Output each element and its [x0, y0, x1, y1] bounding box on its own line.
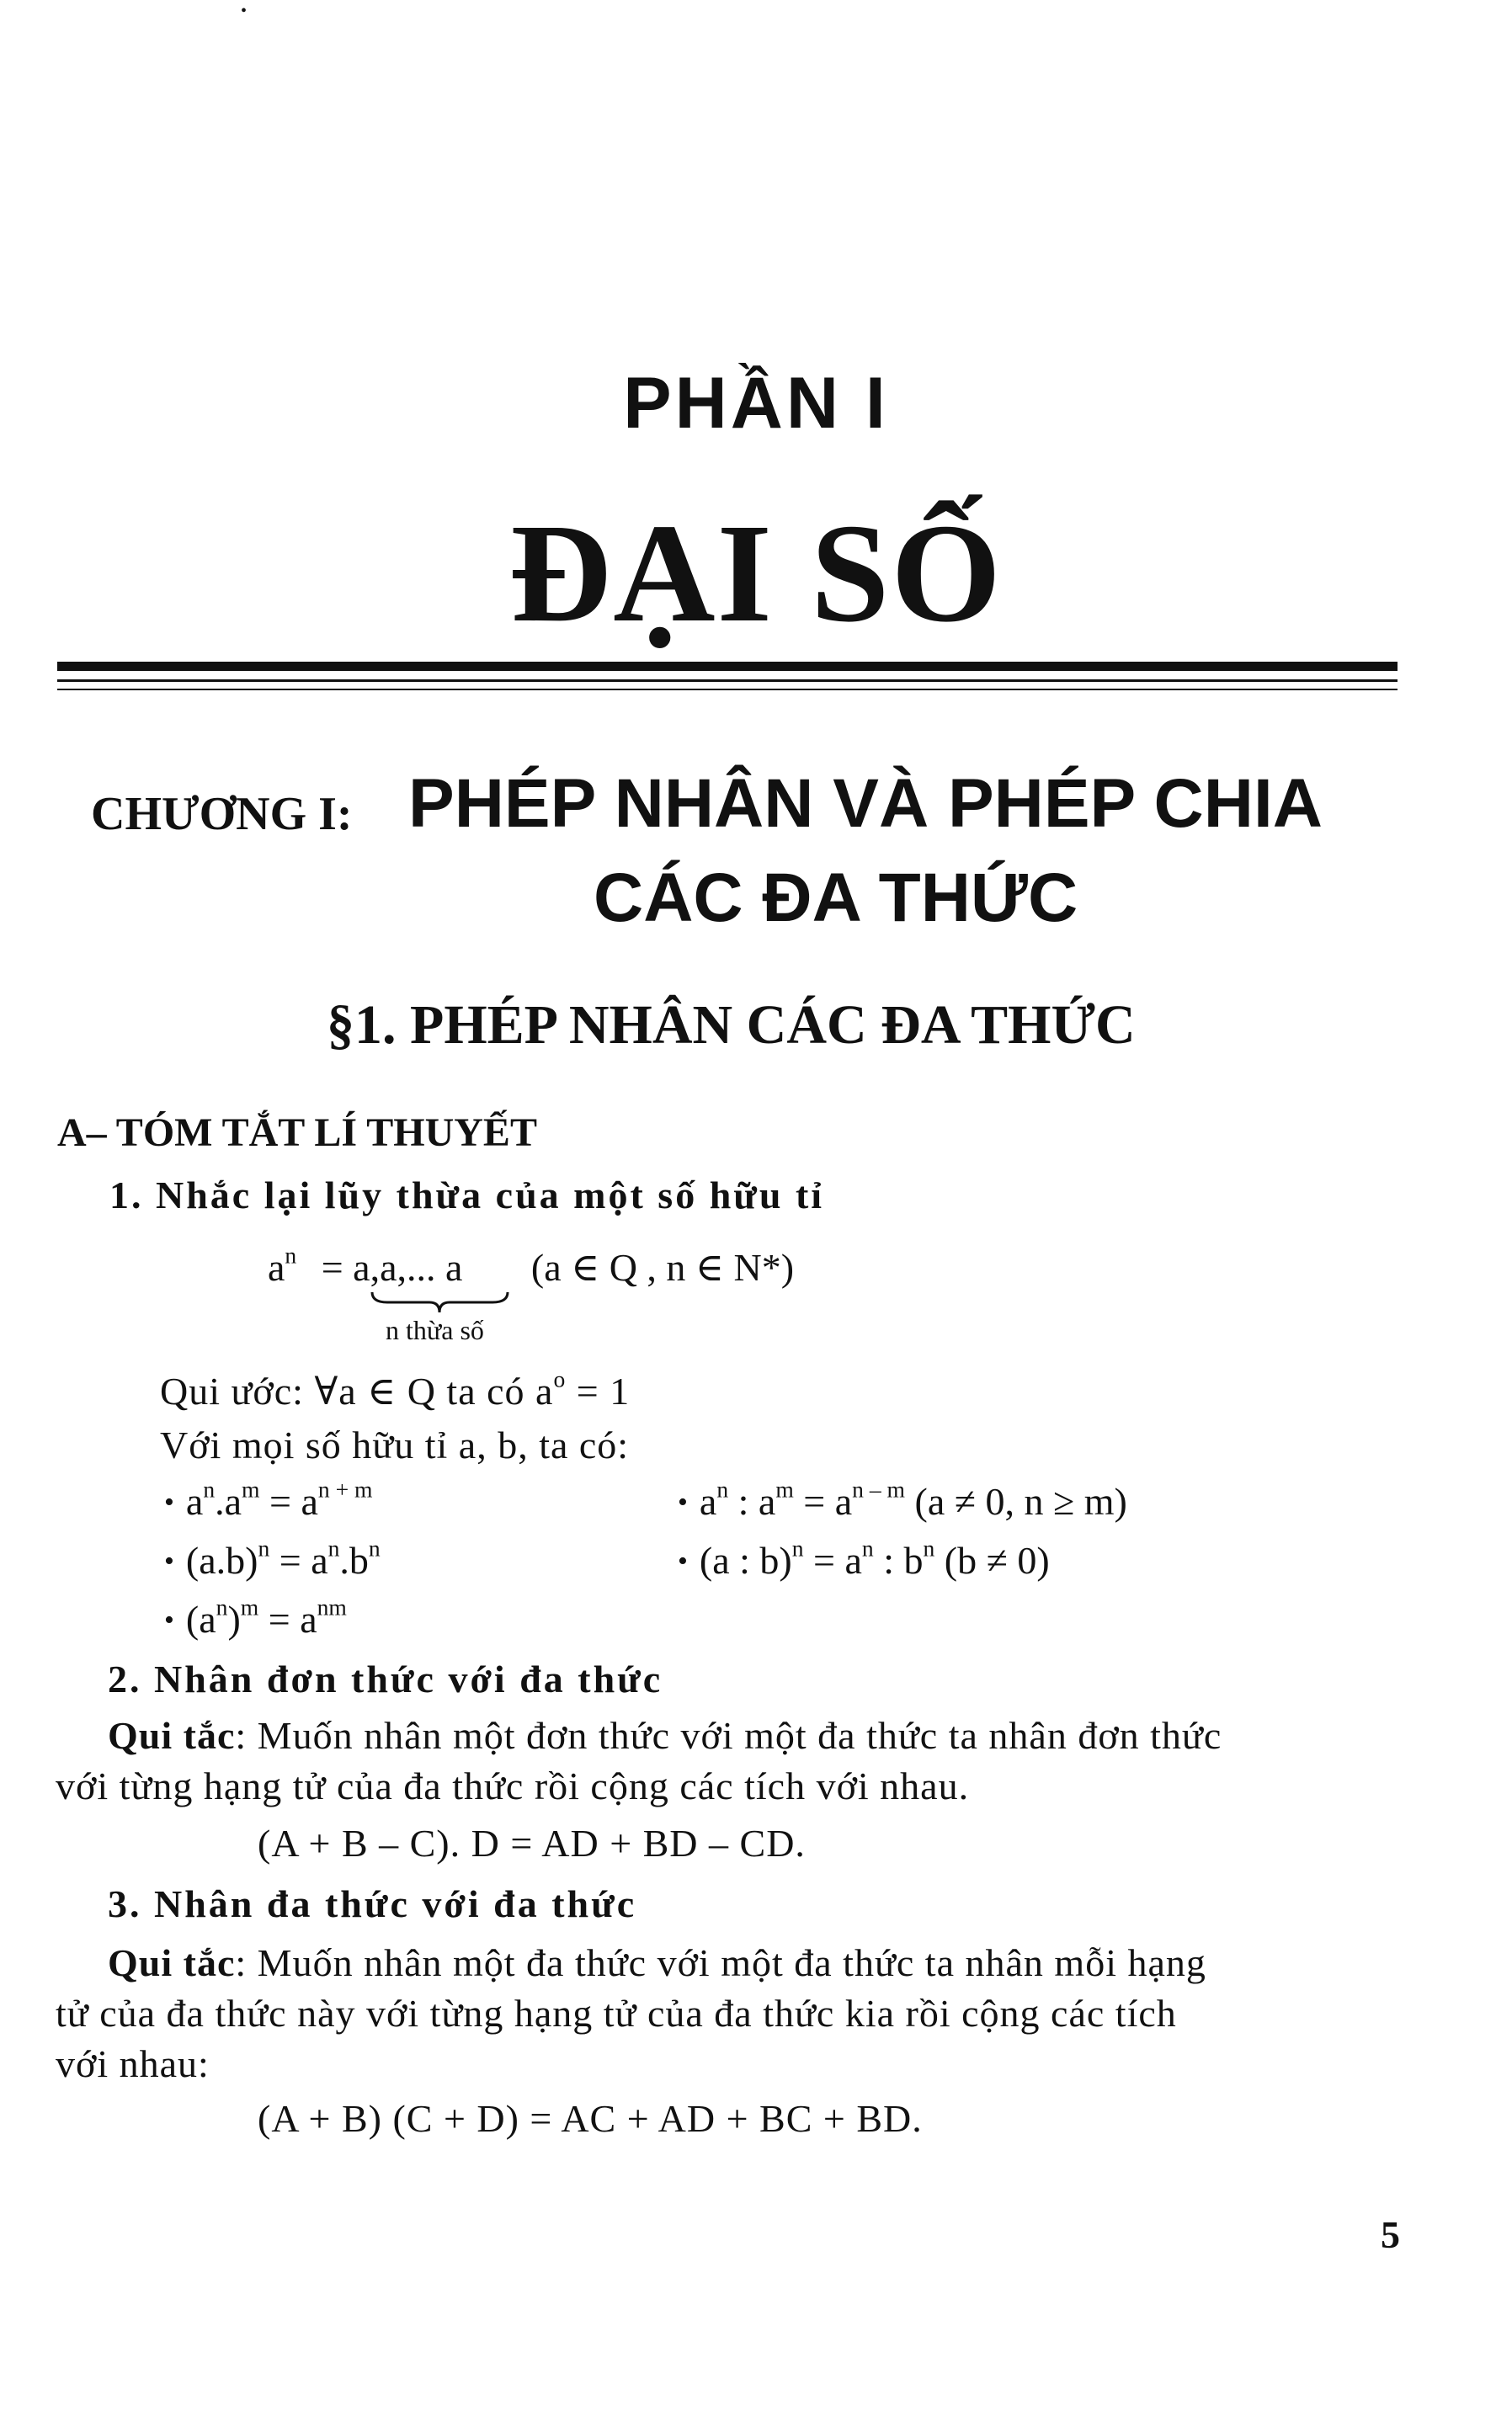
- item2-title: 2. Nhân đơn thức với đa thức: [108, 1658, 663, 1700]
- page-number: 5: [1381, 2213, 1400, 2256]
- divider-thick: [57, 662, 1398, 671]
- theory-heading: A– TÓM TẮT LÍ THUYẾT: [57, 1110, 537, 1155]
- property-power-of-product: • $(a.b)^n = a^n.b^n$: [164, 1535, 381, 1582]
- item2-rule-text: : Muốn nhân một đơn thức với một đa thức ta nhân đơn thức: [235, 1714, 1222, 1757]
- item3-rule-line3: với nhau:: [56, 2042, 210, 2085]
- for-all-rationals: Với mọi số hữu tỉ a, b, ta có:: [160, 1424, 630, 1466]
- def-lhs-base: a: [268, 1246, 285, 1289]
- power-definition: [268, 1244, 794, 1290]
- part-heading: PHẦN I: [623, 363, 889, 444]
- item3-rule-line2: tử của đa thức này với từng hạng tử của đa thức kia rồi cộng các tích: [56, 1992, 1177, 2035]
- convention-value: = 1: [566, 1370, 631, 1413]
- convention: [160, 1365, 631, 1413]
- item3-rule-text: : Muốn nhân một đa thức với một đa thức ta nhân mỗi hạng: [235, 1941, 1206, 1984]
- bullet-icon: •: [678, 1546, 688, 1577]
- def-rhs: = a,a,... a: [321, 1246, 463, 1289]
- bullet-icon: •: [164, 1546, 174, 1577]
- def-lhs-exp: n: [285, 1242, 297, 1269]
- convention-body: ∀a ∈ Q ta có a: [314, 1370, 554, 1413]
- bullet-icon: •: [164, 1487, 174, 1518]
- item2-rule-line2: với từng hạng tử của đa thức rồi cộng các tích với nhau.: [56, 1764, 970, 1807]
- brace-label: n thừa số: [386, 1315, 484, 1345]
- convention-exp: o: [553, 1365, 567, 1392]
- chapter-title-line2: CÁC ĐA THỨC: [594, 860, 1078, 936]
- property-power-of-quotient: • (a : $b)^n = a^n$ : $b^n$ (b ≠ 0): [678, 1535, 1050, 1582]
- item3-rule-line1: [108, 1940, 1206, 1985]
- scan-dot: •: [241, 2, 248, 20]
- convention-label: Qui ước:: [160, 1370, 304, 1413]
- divider-thin: [57, 679, 1398, 682]
- divider-thin-2: [57, 689, 1398, 690]
- property-power-of-power: • $(a^n)^m = a^{nm}$: [164, 1594, 347, 1641]
- chapter-title-line1: PHÉP NHÂN VÀ PHÉP CHIA: [408, 765, 1323, 842]
- property-product: • $a^n.a^m = a^{n + m}$: [164, 1476, 373, 1523]
- item1-title: 1. Nhắc lại lũy thừa của một số hữu tỉ: [109, 1174, 825, 1216]
- chapter-label: CHƯƠNG I:: [91, 788, 353, 840]
- item2-formula: (A + B – C). D = AD + BD – CD.: [258, 1822, 806, 1865]
- item2-rule-label: Qui tắc: [108, 1714, 236, 1757]
- section-title: §1. PHÉP NHÂN CÁC ĐA THỨC: [327, 994, 1136, 1056]
- underbrace: [370, 1291, 509, 1316]
- property-quotient: • $a^n$ : $a^m = a^{n - m}$ (a ≠ 0, n ≥ m): [678, 1476, 1127, 1523]
- item3-title: 3. Nhân đa thức với đa thức: [108, 1882, 637, 1925]
- item3-rule-label: Qui tắc: [108, 1941, 236, 1984]
- bullet-icon: •: [678, 1487, 688, 1518]
- subject-title: ĐẠI SỐ: [508, 495, 1004, 652]
- bullet-icon: •: [164, 1605, 174, 1636]
- item3-formula: (A + B) (C + D) = AC + AD + BC + BD.: [258, 2097, 923, 2140]
- def-condition: (a ∈ Q , n ∈ N*): [530, 1246, 795, 1289]
- item2-rule-line1: [108, 1713, 1222, 1758]
